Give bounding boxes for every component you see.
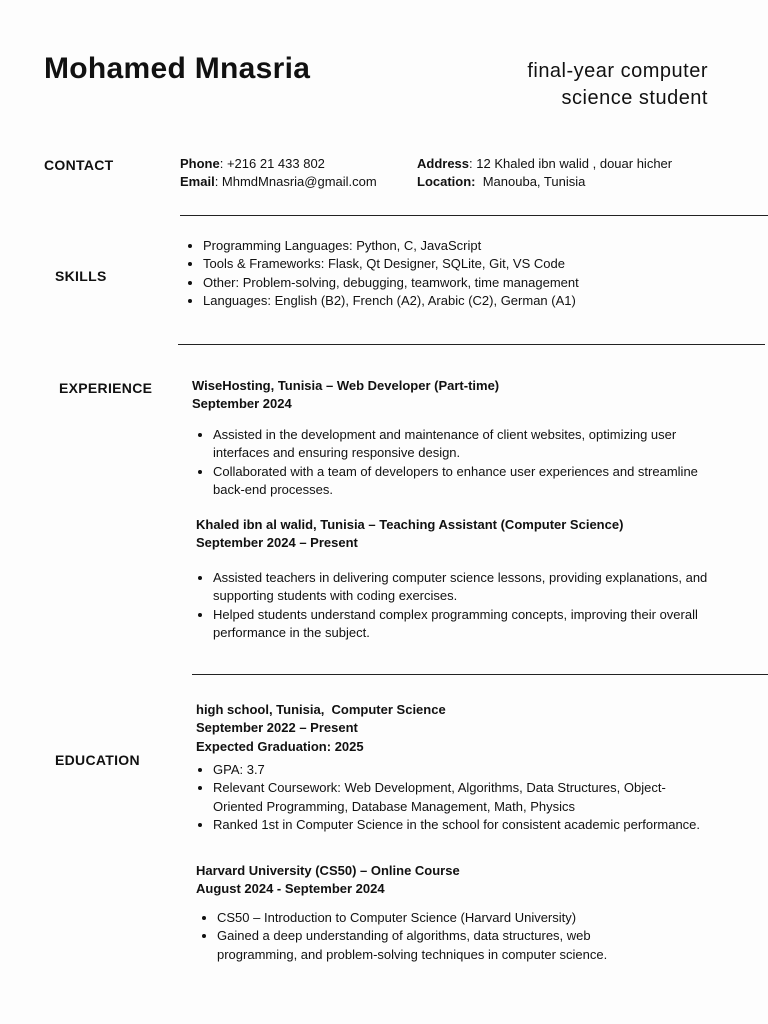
subtitle-line-2: science student (561, 87, 708, 109)
education-bullet: • Relevant Coursework: Web Development, Algorithms, Data Structures, Object-Oriented Programming, Database Management, Math, Physics (213, 779, 713, 816)
job-1-bullets (193, 426, 733, 500)
skills-list (183, 237, 763, 311)
education-title: high school, Tunisia, Computer Science (196, 702, 446, 717)
address-line (417, 155, 737, 173)
education-bullet: • Ranked 1st in Computer Science in the school for consistent academic performance. (213, 816, 713, 834)
education-bullet: • Gained a deep understanding of algorithms, data structures, web programming, and problem-solving techniques in computer science. (217, 927, 617, 964)
phone-label: Phone (180, 156, 220, 171)
job-bullet: • Collaborated with a team of developers to enhance user experiences and streamline back-end processes. (213, 463, 733, 500)
location-label: Location: (417, 174, 476, 190)
job-entry-2 (196, 516, 736, 553)
skill-item: • Tools & Frameworks: Flask, Qt Designer, SQLite, Git, VS Code (203, 255, 763, 273)
education-1-bullets (193, 761, 713, 835)
job-date: September 2024 (192, 396, 292, 412)
job-title: Khaled ibn al walid, Tunisia – Teaching Assistant (Computer Science) (196, 517, 624, 532)
education-date: August 2024 - September 2024 (196, 881, 385, 897)
education-heading: EDUCATION (55, 752, 140, 768)
job-bullet: • Assisted in the development and maintenance of client websites, optimizing user interfaces and ensuring responsive design. (213, 426, 733, 463)
skill-item: • Other: Problem-solving, debugging, teamwork, time management (203, 274, 763, 292)
job-bullet: • Helped students understand complex programming concepts, improving their overall performance in the subject. (213, 606, 738, 643)
job-date: September 2024 – Present (196, 535, 358, 551)
address-value: : 12 Khaled ibn walid , douar hicher (469, 156, 673, 171)
email-line (180, 173, 415, 191)
resume-subtitle (527, 58, 708, 112)
skills-heading: SKILLS (55, 268, 107, 284)
divider-skills (178, 344, 765, 345)
contact-left-column (180, 155, 415, 192)
job-2-bullets (193, 569, 738, 643)
education-entry-1 (196, 701, 736, 756)
contact-heading: CONTACT (44, 157, 114, 173)
job-title: WiseHosting, Tunisia – Web Developer (Part-time) (192, 378, 500, 393)
experience-heading: EXPERIENCE (59, 380, 153, 396)
job-bullet: • Assisted teachers in delivering computer science lessons, providing explanations, and supporting students with coding exercises. (213, 569, 738, 606)
education-entry-2 (196, 862, 736, 899)
education-bullet: • GPA: 3.7 (213, 761, 713, 779)
subtitle-line-1: final-year computer (527, 60, 708, 82)
skill-item: • Programming Languages: Python, C, JavaScript (203, 237, 763, 255)
job-entry-1 (192, 377, 732, 414)
address-label: Address (417, 156, 470, 171)
location-value: Manouba, Tunisia (475, 174, 586, 190)
email-label: Email (180, 174, 215, 190)
phone-line (180, 155, 415, 173)
resume-name: Mohamed Mnasria (44, 52, 311, 85)
education-2-bullets (197, 909, 617, 964)
phone-value: : +216 21 433 802 (219, 156, 325, 171)
education-bullet: • CS50 – Introduction to Computer Science (Harvard University) (217, 909, 617, 927)
education-title: Harvard University (CS50) – Online Course (196, 863, 460, 878)
divider-experience (192, 674, 768, 675)
divider-contact (180, 215, 768, 216)
contact-right-column (417, 155, 737, 192)
skill-item: • Languages: English (B2), French (A2), Arabic (C2), German (A1) (203, 292, 763, 310)
email-value: : MhmdMnasria@gmail.com (214, 174, 377, 190)
education-date: September 2022 – Present (196, 720, 358, 736)
location-line (417, 173, 737, 191)
education-graduation: Expected Graduation: 2025 (196, 738, 364, 754)
